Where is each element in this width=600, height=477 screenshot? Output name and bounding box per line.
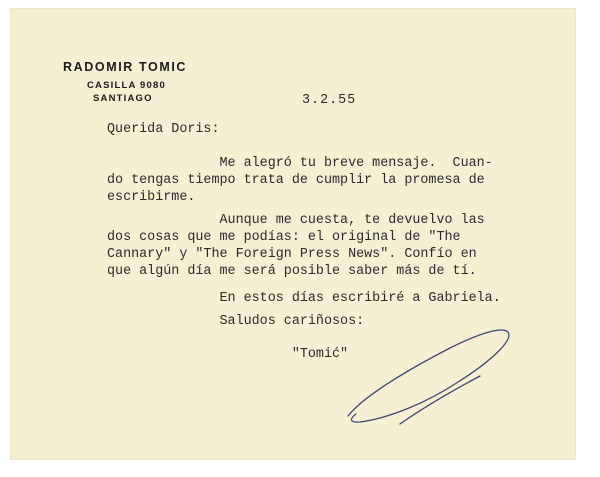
closing-line: En estos días escribiré a Gabriela. (107, 291, 501, 306)
body-line: dos cosas que me podías: el original de "The (107, 230, 461, 245)
letterhead (63, 60, 188, 104)
letterhead-box: CASILLA 9080 (87, 80, 166, 91)
closing-salutation: Saludos cariñosos: (107, 314, 365, 329)
typed-signature: "Tomić" (107, 347, 349, 362)
letterhead-city: SANTIAGO (93, 93, 153, 104)
body-line: Cannary" y "The Foreign Press News". Confío en (107, 247, 477, 262)
body-line: Aunque me cuesta, te devuelvo las (107, 213, 485, 228)
letter-date: 3.2.55 (302, 93, 357, 108)
body-line: do tengas tiempo trata de cumplir la promesa de (107, 173, 485, 188)
letterhead-name: RADOMIR TOMIC (63, 60, 188, 74)
body-line: que algún día me será posible saber más de tí. (107, 264, 477, 279)
body-line: escribirme. (107, 190, 196, 205)
salutation: Querida Doris: (107, 122, 220, 137)
body-line: Me alegró tu breve mensaje. Cuan- (107, 156, 493, 171)
handwritten-signature (340, 318, 520, 428)
